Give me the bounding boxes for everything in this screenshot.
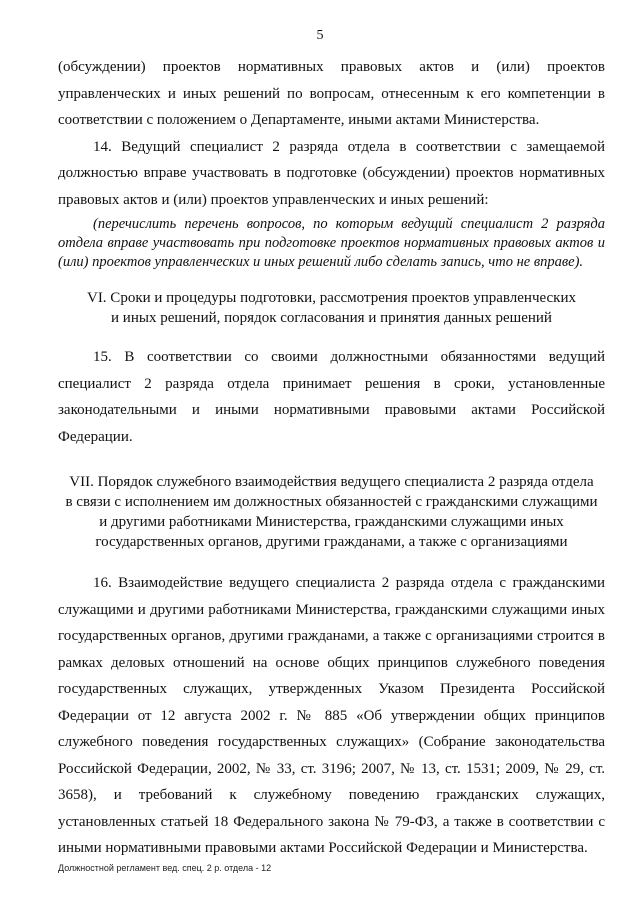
paragraph-continuation: (обсуждении) проектов нормативных правовых актов и (или) проектов управленческих и иных решений по вопросам, отнесенным к его компетенции в соответствии с положением о Департаменте, иными актами Министерства.	[58, 59, 605, 128]
document-body	[58, 54, 605, 862]
paragraph-16: 16. Взаимодействие ведущего специалиста 2 разряда отдела с гражданскими служащими и другими работниками Министерства, гражданскими служащими иных государственных органов, другими гражданами, а также с организациями строится в рамках деловых отношений на основе общих принципов служебного поведения государственных служащих, утвержденных Указом Президента Российской Федерации от 12 августа 2002 г. № 885 «Об утверждении общих принципов служебного поведения государственных служащих» (Собрание законодательства Российской Федерации, 2002, № 33, ст. 3196; 2007, № 13, ст. 1531; 2009, № 29, ст. 3658), и требований к служебному поведению гражданских служащих, установленных статьей 18 Федерального закона № 79-ФЗ, а также в соответствии с иными нормативными правовыми актами Российской Федерации и Министерства.	[58, 575, 605, 856]
section-heading-vi	[58, 288, 605, 328]
document-footer: Должностной регламент вед. спец. 2 р. отдела - 12	[58, 863, 272, 873]
section-heading-vii-line-3: и другими работниками Министерства, гражданскими служащими иных	[99, 514, 564, 530]
section-heading-vi-line-1: VI. Сроки и процедуры подготовки, рассмотрения проектов управленческих	[86, 290, 577, 306]
paragraph-14-note: (перечислить перечень вопросов, по которым ведущий специалист 2 разряда отдела вправе участвовать при подготовке проектов нормативных правовых актов и (или) проектов управленческих и иных решений либо сделать запись, что не вправе).	[58, 216, 605, 270]
paragraph-14: 14. Ведущий специалист 2 разряда отдела в соответствии с замещаемой должностью вправе участвовать в подготовке (обсуждении) проектов нормативных правовых актов и (или) проектов управленческих и иных решений:	[58, 138, 605, 208]
section-heading-vii-line-2: в связи с исполнением им должностных обязанностей с гражданскими служащими	[65, 494, 598, 510]
page-number: 5	[316, 28, 324, 43]
paragraph-15: 15. В соответствии со своими должностными обязанностями ведущий специалист 2 разряда отдела принимает решения в сроки, установленные законодательными и иными нормативными правовыми актами Российской Федерации.	[58, 349, 605, 445]
section-heading-vii-line-4: государственных органов, другими гражданами, а также с организациями	[95, 534, 568, 550]
section-heading-vii-line-1: VII. Порядок служебного взаимодействия ведущего специалиста 2 разряда отдела	[69, 474, 594, 490]
section-heading-vi-line-2: и иных решений, порядок согласования и принятия данных решений	[111, 310, 552, 326]
section-heading-vii	[58, 472, 605, 552]
